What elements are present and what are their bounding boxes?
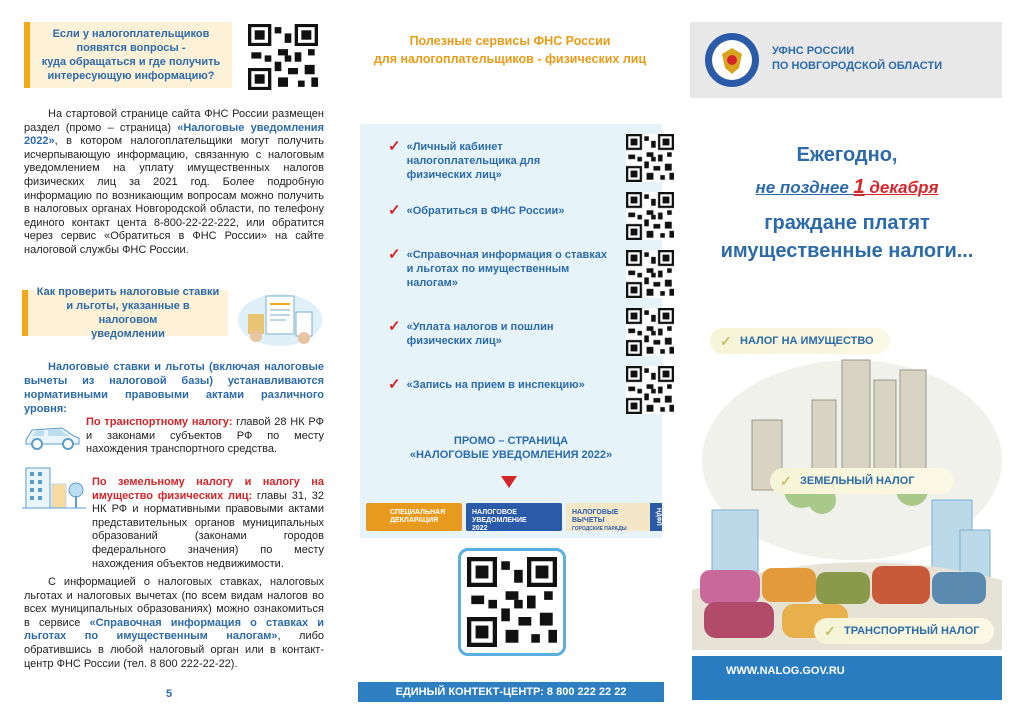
promo-qr-code-icon[interactable]	[458, 548, 566, 656]
intro-text-cont: , в котором налогоплательщики могут получить исчерпывающую информацию, связанную с налоговым уведомлением на уплату имущественных налогов физических лиц за 2021 год. Более подробную информацию по возникающим вопросам можно получить в налоговых органах Новгородской области, по телефону единого контакт цента 8-800-22-22-222, или обратится через сервис «Обратиться в ФНС России» на сайте налоговой службы ФНС России.	[24, 135, 324, 256]
final-paragraph	[24, 576, 324, 671]
check-icon: ✓	[388, 318, 401, 335]
reference-service-link[interactable]: «Справочная информация о ставках и льготах по имущественным налогам»	[24, 616, 324, 643]
banner-text: ДЕКЛАРАЦИЯ	[390, 517, 439, 524]
land-tax-text: ЗЕМЕЛЬНЫЙ НАЛОГ	[800, 475, 915, 487]
banner-text: ГОРОДСКИЕ ПАРАДЫ	[572, 526, 627, 532]
car-icon	[22, 418, 82, 452]
service-appointment[interactable]	[388, 378, 608, 392]
page-number: 5	[166, 688, 173, 700]
property-tax-text: НАЛОГ НА ИМУЩЕСТВО	[740, 335, 874, 347]
intro-text: На стартовой странице сайта ФНС России размещен раздел (промо – страница)	[24, 108, 324, 134]
questions-callout	[24, 22, 232, 88]
banner-text: НАЛОГОВЫЕ	[572, 509, 619, 516]
rates-callout	[22, 286, 228, 340]
right-panel	[680, 0, 1024, 724]
check-icon: ✓	[824, 623, 836, 639]
check-icon: ✓	[388, 246, 401, 263]
arrow-down-icon	[501, 476, 517, 488]
intro-paragraph	[24, 108, 324, 258]
check-icon: ✓	[388, 138, 401, 155]
promo-line: «НАЛОГОВЫЕ УВЕДОМЛЕНИЯ 2022»	[409, 449, 613, 461]
left-panel	[0, 0, 340, 724]
land-tax-text: главы 31, 32 НК РФ и нормативными правовыми актами представительных органов муниципальных образований (законами городов федерального значения) по месту нахождения объектов недвижимости.	[92, 489, 324, 570]
org-name-line: УФНС РОССИИ	[772, 45, 855, 57]
city-illustration-icon	[692, 340, 1002, 650]
org-name	[772, 44, 942, 74]
banner-text: НАЛОГОВОЕ	[472, 509, 517, 516]
service-tax-payment[interactable]	[388, 320, 608, 348]
land-tax-label: По земельному налогу и налогу на имущество физических лиц:	[92, 476, 324, 502]
final-text: С информацией о налоговых ставках, налоговых льготах и налоговых вычетах (по всем видам налогов во всех муниципальных образованиях) можно ознакомиться в сервисе	[24, 576, 324, 629]
check-icon: ✓	[720, 333, 732, 349]
banner-text: УВЕДОМЛЕНИЕ	[472, 517, 527, 524]
deadline-month: декабря	[864, 178, 939, 197]
slogan-line: имущественные налоги...	[720, 240, 974, 262]
documents-illustration-icon	[236, 288, 324, 348]
website-link[interactable]: WWW.NALOG.GOV.RU	[726, 665, 845, 677]
qr-code-icon[interactable]	[626, 308, 674, 356]
promo-page-label	[360, 434, 662, 462]
service-label: «Обратиться в ФНС России»	[406, 205, 565, 217]
service-label: «Уплата налогов и пошлин физических лиц»	[406, 321, 554, 347]
final-text-cont: , либо обратившись в любой налоговый орган или в контакт-центр ФНС России (тел. 8 800 222-22-22).	[24, 630, 325, 670]
callout-line: Если у налогоплательщиков	[52, 28, 210, 40]
land-tax-label	[770, 468, 954, 494]
check-icon: ✓	[388, 202, 401, 219]
callout-line: уведомлении	[91, 328, 165, 340]
service-label: «Запись на прием в инспекцию»	[406, 379, 585, 391]
land-tax-paragraph	[92, 476, 324, 571]
callout-line: и льготы, указанные в налоговом	[66, 300, 190, 326]
property-tax-label	[710, 328, 890, 354]
middle-panel	[340, 0, 680, 724]
qr-code-icon[interactable]	[248, 24, 318, 90]
check-icon: ✓	[780, 473, 792, 489]
org-header	[690, 22, 1002, 98]
service-label: «Справочная информация о ставках и льготах по имущественным налогам»	[406, 249, 607, 289]
slogan-deadline	[692, 176, 1002, 199]
service-personal-account[interactable]	[388, 140, 608, 182]
services-box	[360, 124, 662, 538]
fns-emblem-icon	[704, 32, 760, 88]
special-declaration-banner[interactable]	[366, 503, 462, 531]
org-name-line: ПО НОВГОРОДСКОЙ ОБЛАСТИ	[772, 60, 943, 72]
service-contact-fns[interactable]	[388, 204, 608, 218]
slogan-line: граждане платят	[764, 212, 930, 234]
transport-tax-label	[814, 618, 994, 644]
transport-tax-text: главой 28 НК РФ и законами субъектов РФ по месту нахождения транспортного средства.	[86, 416, 324, 456]
contact-center-footer: ЕДИНЫЙ КОНТЕКТ-ЦЕНТР: 8 800 222 22 22	[358, 682, 664, 702]
service-reference-info[interactable]	[388, 248, 608, 290]
tax-deductions-banner[interactable]	[566, 503, 662, 531]
callout-line: интересующую информацию?	[47, 70, 215, 82]
deadline-day: 1	[853, 176, 865, 198]
services-title-line: Полезные сервисы ФНС России	[409, 34, 611, 48]
website-footer	[692, 656, 1002, 700]
qr-code-icon[interactable]	[626, 192, 674, 240]
callout-line: куда обращаться и где получить	[41, 56, 221, 68]
service-label: «Личный кабинет налогоплательщика для физических лиц»	[406, 141, 541, 181]
transport-tax-label: По транспортному налогу:	[86, 416, 233, 428]
slogan-line: Ежегодно,	[796, 144, 898, 166]
rates-heading: Налоговые ставки и льготы (включая налоговые вычеты из налоговой базы) устанавливаются нормативными правовыми актами различного уровня:	[24, 361, 324, 415]
check-icon: ✓	[388, 376, 401, 393]
qr-code-icon[interactable]	[626, 134, 674, 182]
building-icon	[22, 462, 86, 510]
services-title	[340, 32, 680, 68]
promo-page-link[interactable]: «Налоговые уведомления 2022»	[24, 121, 324, 148]
callout-line: Как проверить налоговые ставки	[36, 286, 220, 298]
promo-line: ПРОМО – СТРАНИЦА	[453, 435, 569, 447]
callout-line: появятся вопросы -	[76, 42, 186, 54]
banner-side-label: НДФЛ	[650, 503, 662, 531]
transport-tax-paragraph	[86, 416, 324, 457]
qr-code-icon[interactable]	[626, 250, 674, 298]
transport-tax-text: ТРАНСПОРТНЫЙ НАЛОГ	[844, 625, 980, 637]
banner-text: ВЫЧЕТЫ	[572, 517, 605, 524]
tax-notice-banner[interactable]	[466, 503, 562, 531]
deadline-text: не позднее	[755, 178, 854, 197]
banner-text: СПЕЦИАЛЬНАЯ	[390, 509, 446, 516]
banner-text: 2022	[472, 525, 488, 532]
services-title-line: для налогоплательщиков - физических лиц	[373, 52, 647, 66]
qr-code-icon[interactable]	[626, 366, 674, 414]
